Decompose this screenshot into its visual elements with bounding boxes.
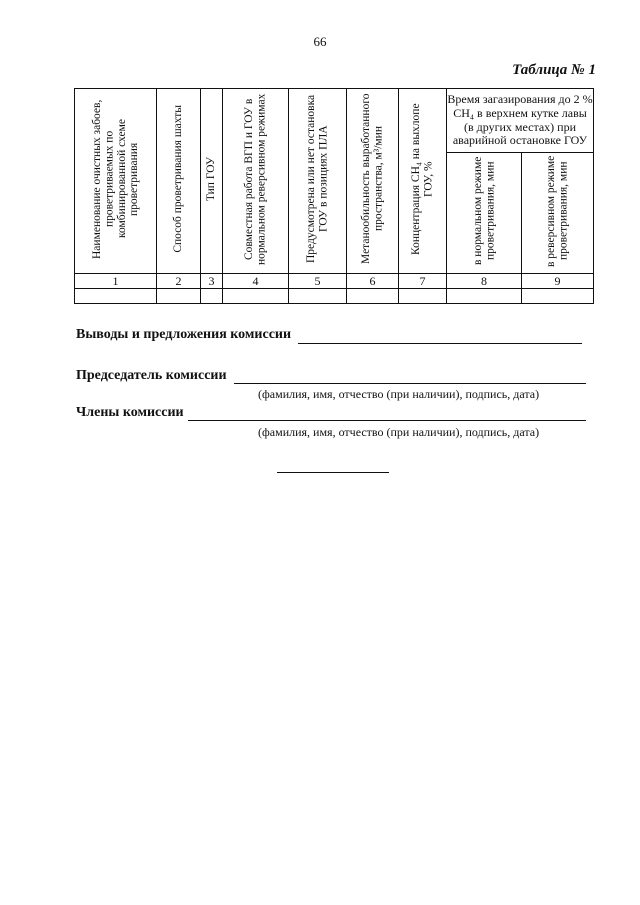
column-number: 6: [347, 274, 399, 289]
table-cell[interactable]: [223, 289, 289, 304]
table-cell[interactable]: [75, 289, 157, 304]
column-number: 1: [75, 274, 157, 289]
chairman-label: Председатель комиссии: [76, 368, 227, 383]
table-cell[interactable]: [522, 289, 594, 304]
table-cell[interactable]: [201, 289, 223, 304]
column-header-8: в нормальном режиме проветривания, мин: [447, 153, 522, 274]
chairman-field[interactable]: [234, 383, 586, 384]
members-field[interactable]: [188, 420, 586, 421]
column-header-2: Способ проветривания шахты: [157, 89, 201, 274]
members-hint: (фамилия, имя, отчество (при наличии), подпись, дата): [258, 425, 540, 439]
column-number: 2: [157, 274, 201, 289]
column-header-1: Наименование очистных забоев, проветриваемых по комбинированной схеме проветривания: [75, 89, 157, 274]
column-number: 4: [223, 274, 289, 289]
table-title: Таблица № 1: [512, 62, 596, 78]
table-row: [75, 289, 594, 304]
table-cell[interactable]: [157, 289, 201, 304]
chairman-hint: (фамилия, имя, отчество (при наличии), подпись, дата): [258, 387, 540, 401]
group-header: Время загазирования до 2 % CH₄ в верхнем кутке лавы (в других местах) при аварийной остановке ГОУ: [447, 89, 594, 153]
conclusions-field[interactable]: [298, 343, 582, 344]
column-number: 3: [201, 274, 223, 289]
conclusions-label: Выводы и предложения комиссии: [76, 327, 292, 342]
column-number-row: [75, 274, 594, 289]
column-header-4: Совместная работа ВГП и ГОУ в нормальном реверсивном режимах: [223, 89, 289, 274]
column-header-9: в реверсивном режиме проветривания, мин: [522, 153, 594, 274]
data-table: [74, 88, 594, 304]
column-number: 7: [399, 274, 447, 289]
column-header-6: Метанообильность выработанного пространства, м³/мин: [347, 89, 399, 274]
page-number: 66: [313, 34, 327, 49]
closing-line: [277, 472, 389, 473]
column-header-7: Концентрация CH₄ на выхлопе ГОУ, %: [399, 89, 447, 274]
table-cell[interactable]: [399, 289, 447, 304]
table-cell[interactable]: [289, 289, 347, 304]
column-number: 5: [289, 274, 347, 289]
column-number: 8: [447, 274, 522, 289]
column-header-5: Предусмотрена или нет остановка ГОУ в позициях ПЛА: [289, 89, 347, 274]
members-label: Члены комиссии: [76, 405, 184, 420]
table-cell[interactable]: [347, 289, 399, 304]
column-number: 9: [522, 274, 594, 289]
table-cell[interactable]: [447, 289, 522, 304]
column-header-3: Тип ГОУ: [201, 89, 223, 274]
